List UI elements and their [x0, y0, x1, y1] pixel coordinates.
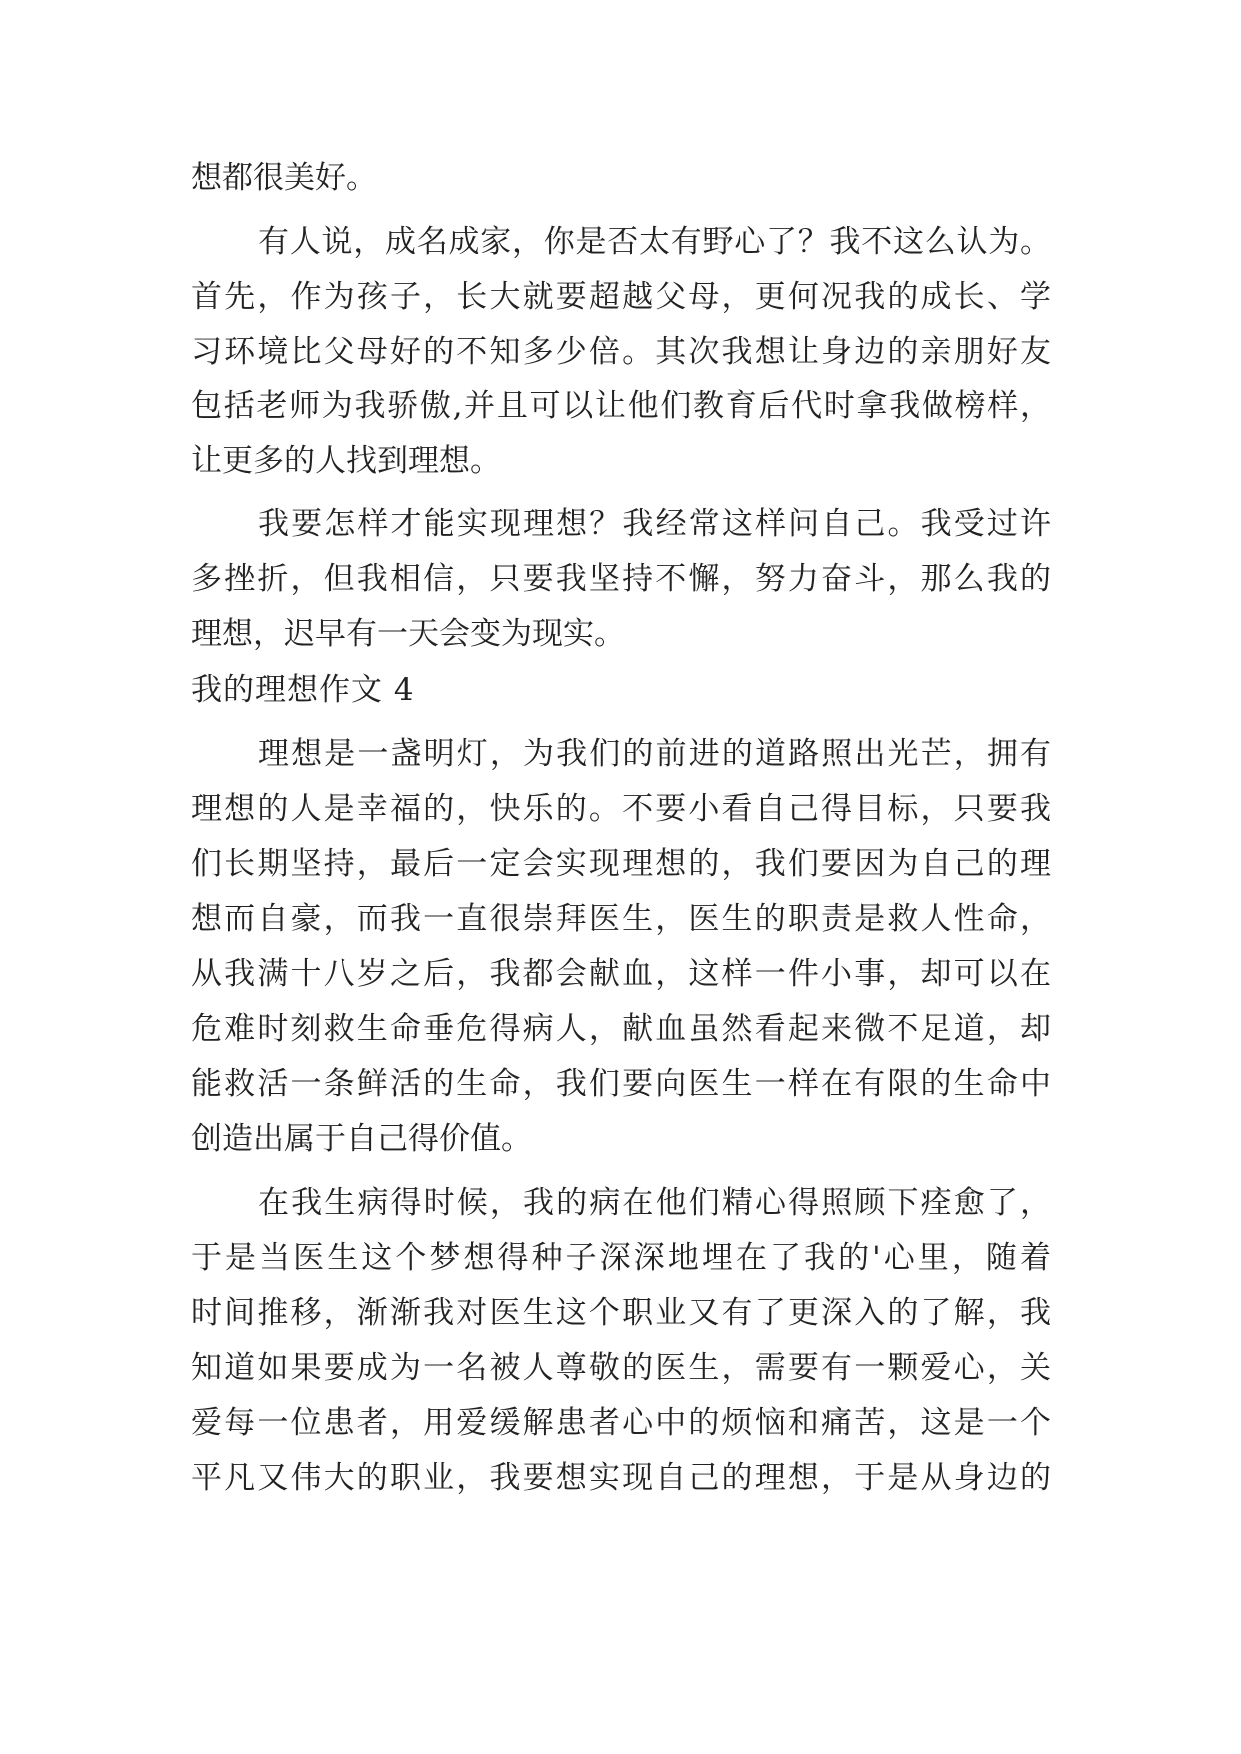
- text-line: 危难时刻救生命垂危得病人，献血虽然看起来微不足道，却: [191, 1011, 1051, 1047]
- text-line: 想都很美好。: [191, 160, 377, 196]
- text-line: 知道如果要成为一名被人尊敬的医生，需要有一颗爱心，关: [191, 1350, 1051, 1386]
- text-line: 让更多的人找到理想。: [191, 443, 501, 479]
- text-line: 从我满十八岁之后，我都会献血，这样一件小事，却可以在: [191, 956, 1051, 992]
- text-line: 于是当医生这个梦想得种子深深地埋在了我的'心里，随着: [191, 1240, 1051, 1276]
- text-line: 包括老师为我骄傲,并且可以让他们教育后代时拿我做榜样，: [191, 388, 1051, 424]
- section-heading: 我的理想作文 4: [191, 672, 415, 708]
- text-line: 我要怎样才能实现理想？我经常这样问自己。我受过许: [258, 506, 1051, 542]
- text-line: 理想，迟早有一天会变为现实。: [191, 616, 625, 652]
- text-line: 首先，作为孩子，长大就要超越父母，更何况我的成长、学: [191, 279, 1051, 315]
- text-line: 爱每一位患者，用爱缓解患者心中的烦恼和痛苦，这是一个: [191, 1405, 1051, 1441]
- text-line: 能救活一条鲜活的生命，我们要向医生一样在有限的生命中: [191, 1066, 1051, 1102]
- text-line: 想而自豪，而我一直很崇拜医生，医生的职责是救人性命，: [191, 901, 1051, 937]
- text-line: 多挫折，但我相信，只要我坚持不懈，努力奋斗，那么我的: [191, 561, 1051, 597]
- text-line: 理想是一盏明灯，为我们的前进的道路照出光芒，拥有: [258, 736, 1051, 772]
- text-line: 在我生病得时候，我的病在他们精心得照顾下痊愈了，: [258, 1185, 1051, 1221]
- text-line: 时间推移，渐渐我对医生这个职业又有了更深入的了解，我: [191, 1295, 1051, 1331]
- text-line: 创造出属于自己得价值。: [191, 1121, 532, 1157]
- text-line: 习环境比父母好的不知多少倍。其次我想让身边的亲朋好友: [191, 334, 1051, 370]
- text-line: 们长期坚持，最后一定会实现理想的，我们要因为自己的理: [191, 846, 1051, 882]
- text-line: 有人说，成名成家，你是否太有野心了？我不这么认为。: [258, 224, 1051, 260]
- text-line: 平凡又伟大的职业，我要想实现自己的理想，于是从身边的: [191, 1460, 1051, 1496]
- text-line: 理想的人是幸福的，快乐的。不要小看自己得目标，只要我: [191, 791, 1051, 827]
